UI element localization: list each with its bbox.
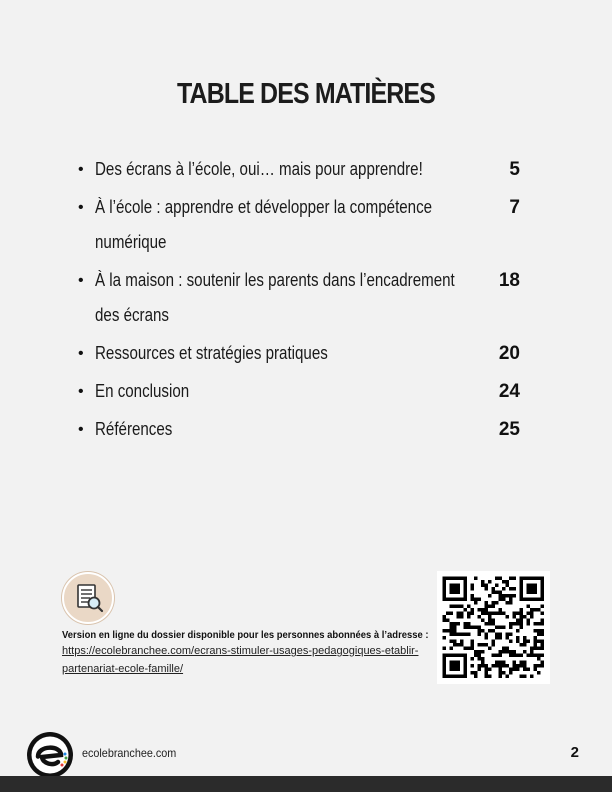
table-of-contents: [78, 152, 528, 450]
bullet-icon: •: [78, 272, 84, 289]
toc-item-label: Références: [95, 419, 173, 439]
toc-item-page: 5: [509, 159, 520, 180]
toc-item[interactable]: [78, 263, 528, 333]
toc-item[interactable]: [78, 152, 528, 187]
toc-item-label: À l’école : apprendre et développer la compétence numérique: [95, 197, 433, 252]
toc-item-page: 7: [509, 197, 520, 218]
toc-item[interactable]: [78, 412, 528, 447]
toc-item-page: 24: [498, 381, 520, 402]
toc-item-page: 25: [498, 419, 520, 440]
toc-item[interactable]: [78, 374, 528, 409]
online-version-text: Version en ligne du dossier disponible pour les personnes abonnées à l’adresse :: [62, 629, 429, 641]
bullet-icon: •: [78, 345, 84, 362]
footer-website[interactable]: ecolebranchee.com: [82, 746, 177, 760]
bullet-icon: •: [78, 383, 84, 400]
page-title: TABLE DES MATIÈRES: [177, 78, 435, 110]
document-search-icon: [62, 572, 114, 624]
qr-code: [437, 571, 550, 684]
footer-bar: [0, 776, 612, 792]
ecole-branchee-logo: [26, 731, 74, 779]
toc-item-label: Des écrans à l’école, oui… mais pour apprendre!: [95, 159, 423, 179]
toc-item-page: 18: [498, 270, 520, 291]
toc-item[interactable]: [78, 336, 528, 371]
bullet-icon: •: [78, 421, 84, 438]
online-version-link[interactable]: https://ecolebranchee.com/ecrans-stimuler-usages-pedagogiques-etablir-partenariat-ecole-famille/: [62, 645, 419, 675]
bullet-icon: •: [78, 199, 84, 216]
page-number: 2: [570, 744, 579, 761]
bullet-icon: •: [78, 161, 84, 178]
toc-item-label: À la maison : soutenir les parents dans l’encadrement des écrans: [95, 270, 455, 325]
toc-item-label: Ressources et stratégies pratiques: [95, 343, 328, 363]
toc-item-label: En conclusion: [95, 381, 190, 401]
online-version-notice: [62, 628, 432, 678]
toc-item[interactable]: [78, 190, 528, 260]
toc-item-page: 20: [498, 343, 520, 364]
